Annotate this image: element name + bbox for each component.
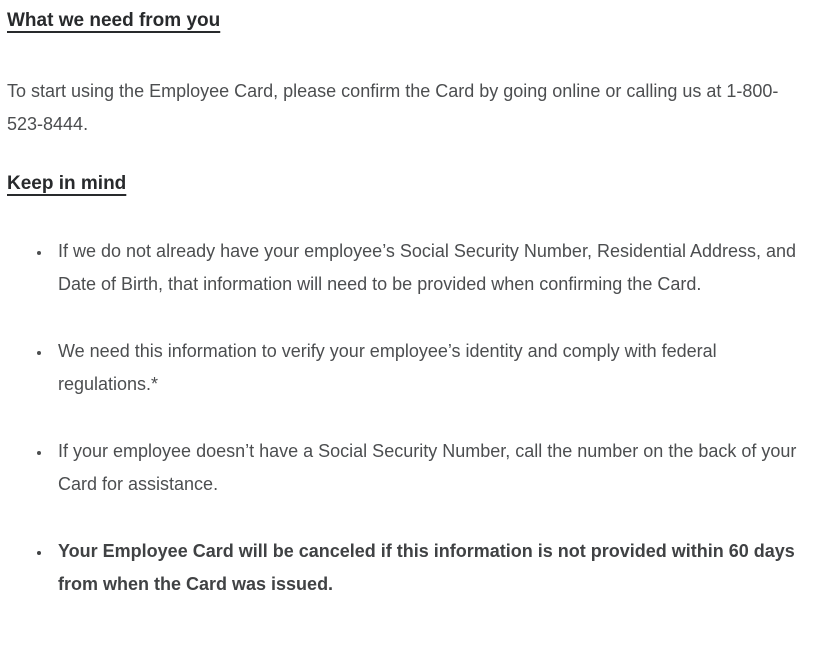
list-item: • We need this information to verify your employee’s identity and comply with federal regulations.* <box>52 335 808 401</box>
list-item: • If we do not already have your employee’s Social Security Number, Residential Address, and Date of Birth, that information will need to be provided when confirming the Card. <box>52 235 808 301</box>
list-item: • If your employee doesn’t have a Social Security Number, call the number on the back of your Card for assistance. <box>52 435 808 501</box>
list-item: • Your Employee Card will be canceled if this information is not provided within 60 days from when the Card was issued. <box>52 535 808 601</box>
bullet-list <box>7 235 808 601</box>
intro-paragraph: To start using the Employee Card, please confirm the Card by going online or calling us at 1-800-523-8444. <box>7 81 779 134</box>
section-heading-what-we-need: What we need from you <box>7 10 221 31</box>
section-heading-keep-in-mind: Keep in mind <box>7 173 127 194</box>
